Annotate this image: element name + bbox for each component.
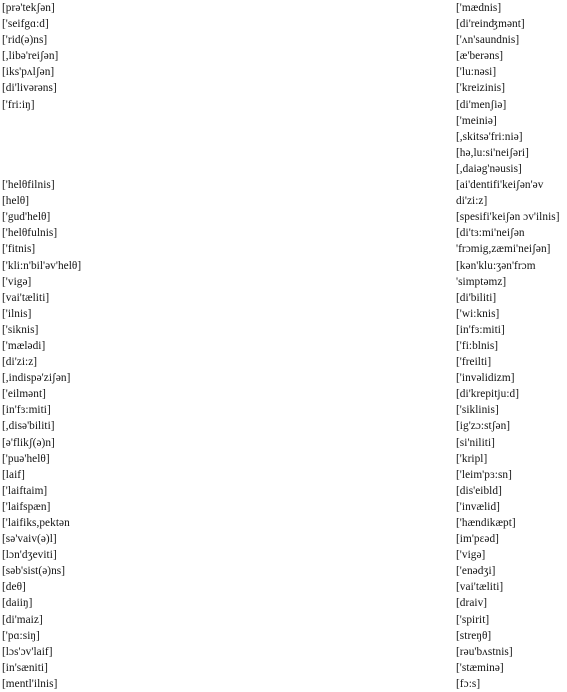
left-transcription-entry: [lɔn'dʒeviti] bbox=[2, 549, 57, 562]
left-transcription-entry bbox=[2, 145, 237, 161]
right-transcription-entry: [,daiəg'nəusis] bbox=[456, 162, 522, 175]
right-transcription-entry: [in'fɜ:miti] bbox=[456, 323, 505, 336]
right-transcription-entry: di'zi:z] bbox=[456, 195, 488, 208]
right-transcription-entry: ['kreizinis] bbox=[456, 82, 506, 95]
right-transcription-entry: [hə,lu:si'neiʃəri] bbox=[456, 146, 529, 159]
right-transcription-entry: [rəu'bʌstnis] bbox=[456, 645, 513, 658]
right-transcription-entry: 'simptəmz] bbox=[456, 275, 507, 288]
left-transcription-entry: ['gud'helθ] bbox=[2, 211, 51, 224]
right-transcription-entry: ['wi:knis] bbox=[456, 307, 500, 320]
right-transcription-entry: [,skitsə'fri:niə] bbox=[456, 130, 523, 143]
right-transcription-entry: ['mædnis] bbox=[456, 2, 502, 14]
left-transcription-entry: [ə'flikʃ(ə)n] bbox=[2, 436, 55, 449]
left-transcription-entry: ['helθfilnis] bbox=[2, 179, 55, 192]
left-transcription-entry: [,indispə'ziʃən] bbox=[2, 372, 71, 385]
left-transcription-entry: [daiiŋ] bbox=[2, 597, 33, 610]
right-transcription-entry: ['vigə] bbox=[456, 549, 486, 562]
left-transcription-entry: ['vigə] bbox=[2, 275, 32, 288]
left-transcription-entry bbox=[2, 113, 237, 129]
left-transcription-entry: ['ilnis] bbox=[2, 307, 32, 320]
right-transcription-entry: ['spirit] bbox=[456, 613, 490, 626]
right-transcription-entry: [fɔ:s] bbox=[456, 677, 481, 690]
left-transcription-entry: [in'fɜ:miti] bbox=[2, 404, 51, 417]
right-transcription-entry: ['enədʒi] bbox=[456, 565, 496, 578]
right-transcription-entry: [kən'klu:ʒən'frɔm bbox=[456, 259, 536, 272]
right-transcription-entry: [ig'zɔ:stʃən] bbox=[456, 420, 511, 433]
left-transcription-entry: [di'zi:z] bbox=[2, 356, 38, 369]
left-transcription-entry bbox=[2, 129, 237, 145]
left-transcription-entry: ['puə'helθ] bbox=[2, 452, 50, 465]
left-transcription-entry: ['fri:iŋ] bbox=[2, 98, 35, 111]
right-transcription-entry: ['freilti] bbox=[456, 356, 492, 369]
right-transcription-entry: [si'niliti] bbox=[456, 436, 495, 449]
left-transcription-entry: [prə'tekʃən] bbox=[2, 2, 55, 14]
left-transcription-entry: [mentl'ilnis] bbox=[2, 677, 58, 690]
left-transcription-entry: [lɔs'ɔv'laif] bbox=[2, 645, 53, 658]
left-transcription-entry: [səb'sist(ə)ns] bbox=[2, 565, 66, 578]
left-transcription-entry: ['kli:n'bil'əv'helθ] bbox=[2, 259, 82, 272]
right-transcription-entry: ['lu:nəsi] bbox=[456, 66, 497, 79]
left-transcription-entry: [,disə'biliti] bbox=[2, 420, 55, 433]
right-transcription-entry: ['leim'pɜ:sn] bbox=[456, 468, 512, 481]
right-transcription-entry: [di'reinʤmənt] bbox=[456, 18, 525, 31]
right-transcription-entry: [spesifi'keiʃən ɔv'ilnis] bbox=[456, 211, 560, 224]
left-transcription-entry: [laif] bbox=[2, 468, 25, 481]
left-transcription-entry: ['laifspæn] bbox=[2, 500, 51, 513]
right-transcription-entry: ['invəlidizm] bbox=[456, 372, 515, 385]
right-transcription-entry: ['invælid] bbox=[456, 500, 500, 513]
right-transcription-entry: [æ'berəns] bbox=[456, 50, 504, 63]
left-transcription-entry: [deθ] bbox=[2, 581, 26, 594]
right-transcription-entry: [draiv] bbox=[456, 597, 488, 610]
left-transcription-entry: [,libə'reiʃən] bbox=[2, 50, 59, 63]
right-transcription-entry: [di'tɜ:mi'neiʃən bbox=[456, 227, 525, 240]
left-transcription-entry: [in'sæniti] bbox=[2, 661, 48, 674]
left-transcription-entry: ['rid(ə)ns] bbox=[2, 34, 48, 47]
right-transcription-entry: ['ʌn'saundnis] bbox=[456, 34, 520, 47]
right-transcription-entry: ['stæminə] bbox=[456, 661, 504, 674]
right-transcription-entry: ['kripl] bbox=[456, 452, 488, 465]
left-transcription-entry: [vai'tæliti] bbox=[2, 291, 50, 304]
right-transcription-entry: ['siklinis] bbox=[456, 404, 499, 417]
left-transcription-entry: ['mælədi] bbox=[2, 339, 46, 352]
left-transcription-entry: ['helθfulnis] bbox=[2, 227, 58, 240]
left-transcription-entry: [sə'vaiv(ə)l] bbox=[2, 533, 57, 546]
right-transcription-entry: [di'biliti] bbox=[456, 291, 497, 304]
right-transcription-entry: 'frɔmig,zæmi'neiʃən] bbox=[456, 243, 551, 256]
left-transcription-entry: ['siknis] bbox=[2, 323, 39, 336]
left-transcription-entry: [di'livərəns] bbox=[2, 82, 57, 95]
right-transcription-entry: [ai'dentifi'keiʃən'əv bbox=[456, 179, 544, 192]
left-transcription-entry: ['laifiks,pektən bbox=[2, 517, 70, 529]
right-transcription-entry: ['hændikæpt] bbox=[456, 517, 516, 529]
right-transcription-entry: [vai'tæliti] bbox=[456, 581, 504, 594]
left-transcription-entry bbox=[2, 161, 237, 177]
left-transcription-entry: ['pɑ:siŋ] bbox=[2, 629, 40, 642]
right-transcription-entry: ['meiniə] bbox=[456, 114, 497, 127]
right-transcription-entry: [dis'eibld] bbox=[456, 484, 502, 497]
left-transcription-entry: ['eilmənt] bbox=[2, 388, 46, 401]
right-transcription-entry: [di'menʃiə] bbox=[456, 98, 507, 111]
right-transcription-entry: [im'pɛəd] bbox=[456, 533, 499, 546]
left-transcription-entry: [iks'pʌlʃən] bbox=[2, 66, 55, 79]
left-transcription-entry: ['laiftaim] bbox=[2, 484, 48, 497]
left-transcription-entry: [di'maiz] bbox=[2, 613, 43, 626]
left-transcription-entry: ['fitnis] bbox=[2, 243, 36, 256]
right-transcription-entry: [di'krepitju:d] bbox=[456, 388, 520, 401]
right-transcription-column bbox=[456, 0, 567, 692]
left-transcription-entry: [helθ] bbox=[2, 195, 30, 208]
right-transcription-entry: ['fi:blnis] bbox=[456, 339, 499, 352]
right-transcription-entry: [streŋθ] bbox=[456, 629, 492, 642]
left-transcription-entry: ['seifgɑ:d] bbox=[2, 18, 49, 31]
left-transcription-column bbox=[2, 0, 237, 692]
